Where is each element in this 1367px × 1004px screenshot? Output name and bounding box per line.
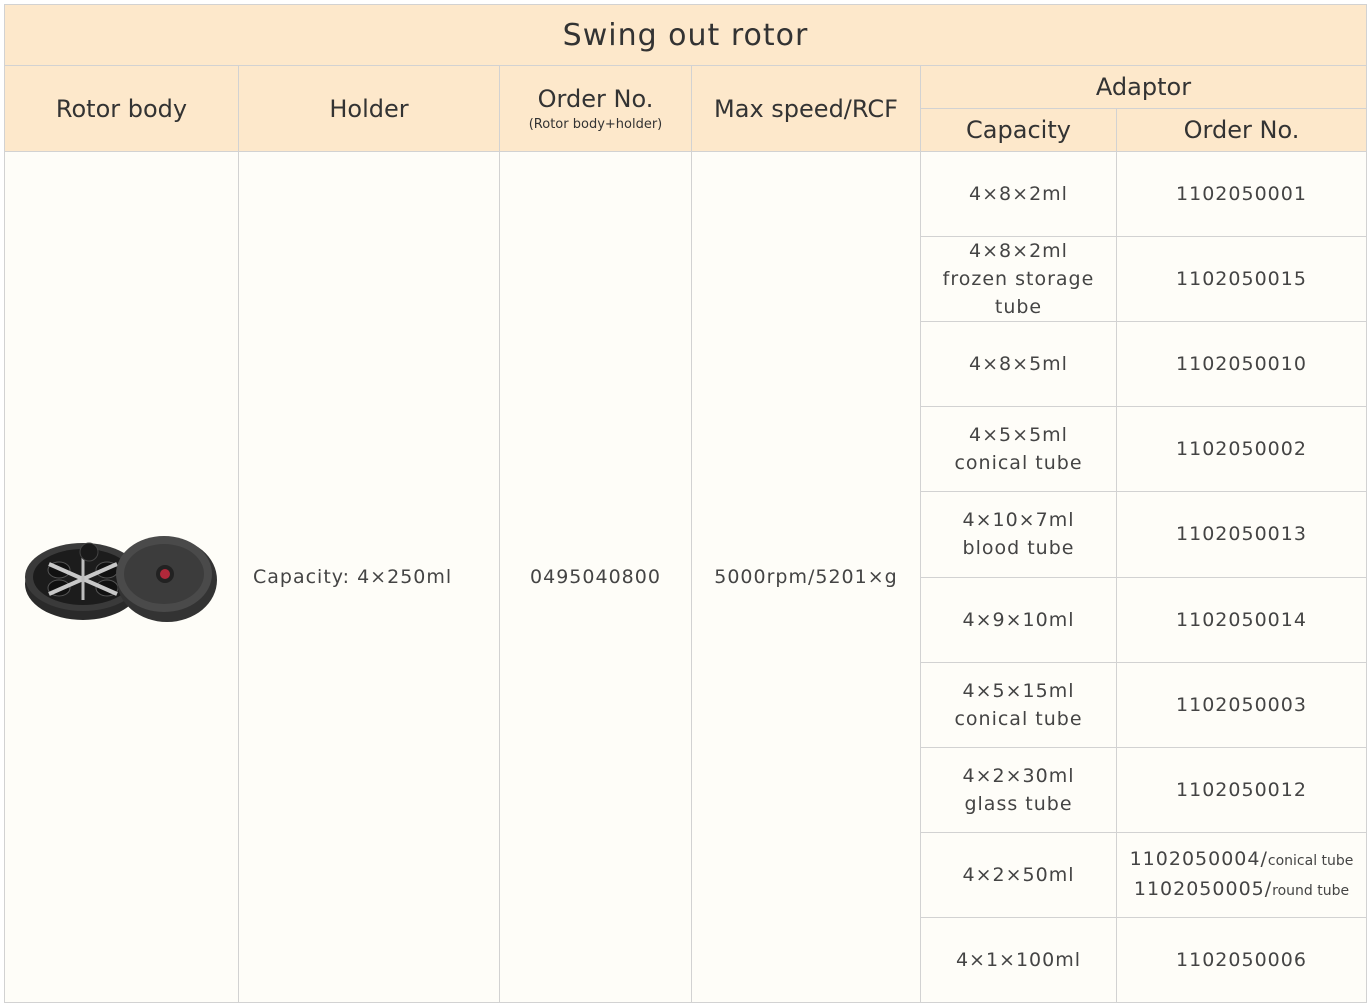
capacity-line: 4×2×30ml xyxy=(962,764,1075,787)
adaptor-capacity xyxy=(921,492,1117,577)
capacity-line: 4×10×7ml xyxy=(962,509,1075,532)
adaptor-capacity xyxy=(921,407,1117,492)
adaptor-order-no xyxy=(1117,237,1367,322)
header-adaptor: Adaptor xyxy=(921,66,1367,109)
swing-out-rotor-table xyxy=(4,4,1367,1003)
order-line xyxy=(1117,845,1366,875)
capacity-line: tube xyxy=(994,296,1043,319)
capacity-line: blood tube xyxy=(962,537,1075,560)
capacity-line: glass tube xyxy=(964,792,1073,815)
capacity-line: 4×5×5ml xyxy=(969,424,1068,447)
table-title: Swing out rotor xyxy=(5,5,1367,66)
order-note: round tube xyxy=(1272,882,1350,899)
capacity-line: conical tube xyxy=(954,452,1083,475)
order-line: 1102050012 xyxy=(1176,778,1307,801)
max-speed-value: 5000rpm/5201×g xyxy=(714,566,898,589)
adaptor-capacity xyxy=(921,237,1117,322)
table-row xyxy=(5,152,1367,237)
capacity-line: frozen storage xyxy=(942,268,1095,291)
order-no-value: 0495040800 xyxy=(530,566,661,589)
max-speed-cell xyxy=(692,152,921,1003)
rotor-body-image xyxy=(19,522,224,632)
order-note: conical tube xyxy=(1267,852,1354,869)
adaptor-order-no xyxy=(1117,917,1367,1002)
capacity-line: 4×8×5ml xyxy=(969,353,1068,376)
adaptor-order-no xyxy=(1117,832,1367,917)
holder-cell xyxy=(239,152,500,1003)
header-holder: Holder xyxy=(239,66,500,152)
holder-capacity: Capacity: 4×250ml xyxy=(253,566,453,589)
capacity-line: 4×1×100ml xyxy=(955,948,1082,971)
adaptor-capacity xyxy=(921,747,1117,832)
capacity-line: 4×2×50ml xyxy=(962,863,1075,886)
order-number: 1102050005/ xyxy=(1133,877,1273,900)
header-order-no-note: (Rotor body+holder) xyxy=(528,117,663,133)
adaptor-capacity xyxy=(921,662,1117,747)
adaptor-capacity xyxy=(921,152,1117,237)
adaptor-capacity xyxy=(921,577,1117,662)
header-rotor-body: Rotor body xyxy=(5,66,239,152)
capacity-line: 4×8×2ml xyxy=(969,240,1068,263)
adaptor-capacity xyxy=(921,917,1117,1002)
adaptor-capacity xyxy=(921,832,1117,917)
adaptor-capacity xyxy=(921,322,1117,407)
order-line: 1102050015 xyxy=(1176,268,1307,291)
capacity-line: conical tube xyxy=(954,707,1083,730)
adaptor-order-no xyxy=(1117,152,1367,237)
header-order-no-label: Order No. xyxy=(537,85,654,114)
header-adaptor-order-no: Order No. xyxy=(1117,109,1367,152)
order-number: 1102050004/ xyxy=(1129,847,1268,870)
order-line: 1102050013 xyxy=(1176,523,1307,546)
header-order-no xyxy=(500,66,692,152)
order-line: 1102050002 xyxy=(1176,438,1307,461)
adaptor-order-no xyxy=(1117,492,1367,577)
order-line: 1102050006 xyxy=(1176,948,1307,971)
capacity-line: 4×8×2ml xyxy=(969,183,1068,206)
order-line xyxy=(1117,875,1366,905)
header-max-speed: Max speed/RCF xyxy=(692,66,921,152)
capacity-line: 4×5×15ml xyxy=(962,679,1075,702)
adaptor-order-no xyxy=(1117,747,1367,832)
adaptor-order-no xyxy=(1117,322,1367,407)
order-line: 1102050001 xyxy=(1176,183,1307,206)
order-line: 1102050010 xyxy=(1176,353,1307,376)
order-no-cell xyxy=(500,152,692,1003)
adaptor-order-no xyxy=(1117,662,1367,747)
order-line: 1102050003 xyxy=(1176,693,1307,716)
capacity-line: 4×9×10ml xyxy=(962,608,1075,631)
order-line: 1102050014 xyxy=(1176,608,1307,631)
header-capacity: Capacity xyxy=(921,109,1117,152)
rotor-body-cell xyxy=(5,152,239,1003)
adaptor-order-no xyxy=(1117,577,1367,662)
adaptor-order-no xyxy=(1117,407,1367,492)
